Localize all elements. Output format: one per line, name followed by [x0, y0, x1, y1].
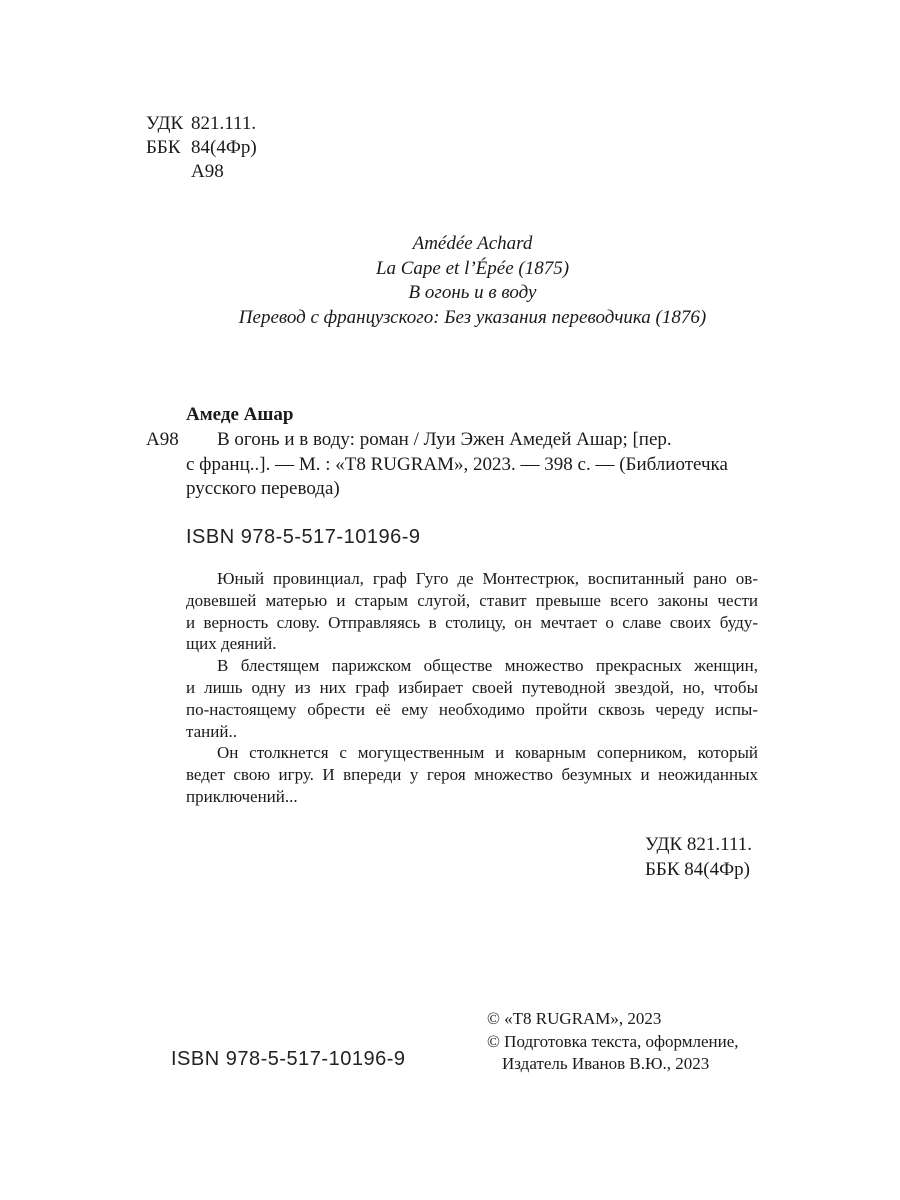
annotation-line: и верность слову. Отправляясь в столицу, он мечтает о славе своих буду- [186, 612, 758, 632]
original-author: Amédée Achard [412, 233, 533, 254]
biblio-line: В огонь и в воду: роман / Луи Эжен Амедей Ашар; [пер. [217, 429, 672, 450]
udk-label: УДК [146, 113, 184, 134]
annotation-line: ведет свою игру. И впереди у героя множество безумных и неожиданных [186, 765, 758, 785]
udk-bottom: УДК 821.111. [645, 834, 753, 855]
author-sign-record: А98 [146, 429, 179, 450]
biblio-line: русского перевода) [186, 478, 340, 499]
author-heading: Амеде Ашар [186, 404, 294, 425]
isbn-bottom: ISBN 978-5-517-10196-9 [171, 1048, 406, 1070]
annotation-line: щих деяний. [186, 634, 277, 654]
annotation-line: таний.. [186, 721, 237, 741]
annotation-line: приключений... [186, 786, 298, 806]
annotation-line: и лишь одну из них граф избирает своей путеводной звездой, но, чтобы [186, 677, 758, 697]
annotation-line: В блестящем парижском обществе множество прекрасных женщин, [217, 656, 758, 676]
annotation-line: довевшей матерью и старым слугой, ставит превыше всего законы чести [186, 590, 758, 610]
copyright-line: Издатель Иванов В.Ю., 2023 [502, 1054, 710, 1073]
bibliographic-description [186, 428, 758, 502]
annotation-line: Юный провинциал, граф Гуго де Монтестрюк, воспитанный рано ов- [217, 569, 758, 588]
isbn-record: ISBN 978-5-517-10196-9 [186, 526, 421, 548]
copyright-line: © «Т8 RUGRAM», 2023 [487, 1009, 662, 1028]
udk-row-top [146, 112, 256, 136]
biblio-line: с франц..]. — М. : «Т8 RUGRAM», 2023. — 398 с. — (Библиотечка [186, 453, 728, 475]
bbk-value: 84(4Фр) [191, 137, 257, 158]
annotation-line: по-настоящему обрести её ему необходимо пройти сквозь череду испы- [186, 699, 758, 719]
copyright-block [487, 1008, 739, 1076]
udk-value: 821.111. [191, 113, 257, 134]
bbk-row-top [146, 136, 257, 160]
translation-note: Перевод с французского: Без указания переводчика (1876) [238, 306, 707, 328]
bbk-bottom: ББК 84(4Фр) [645, 859, 750, 880]
annotation [186, 568, 758, 808]
bbk-label: ББК [146, 137, 181, 158]
russian-title: В огонь и в воду [408, 282, 537, 303]
annotation-line: Он столкнется с могущественным и коварным соперником, который [217, 743, 758, 763]
copyright-line: © Подготовка текста, оформление, [487, 1031, 739, 1051]
original-title: La Cape et l’Épée (1875) [375, 257, 570, 279]
author-sign-top: А98 [191, 161, 224, 182]
original-work-info [150, 232, 795, 330]
